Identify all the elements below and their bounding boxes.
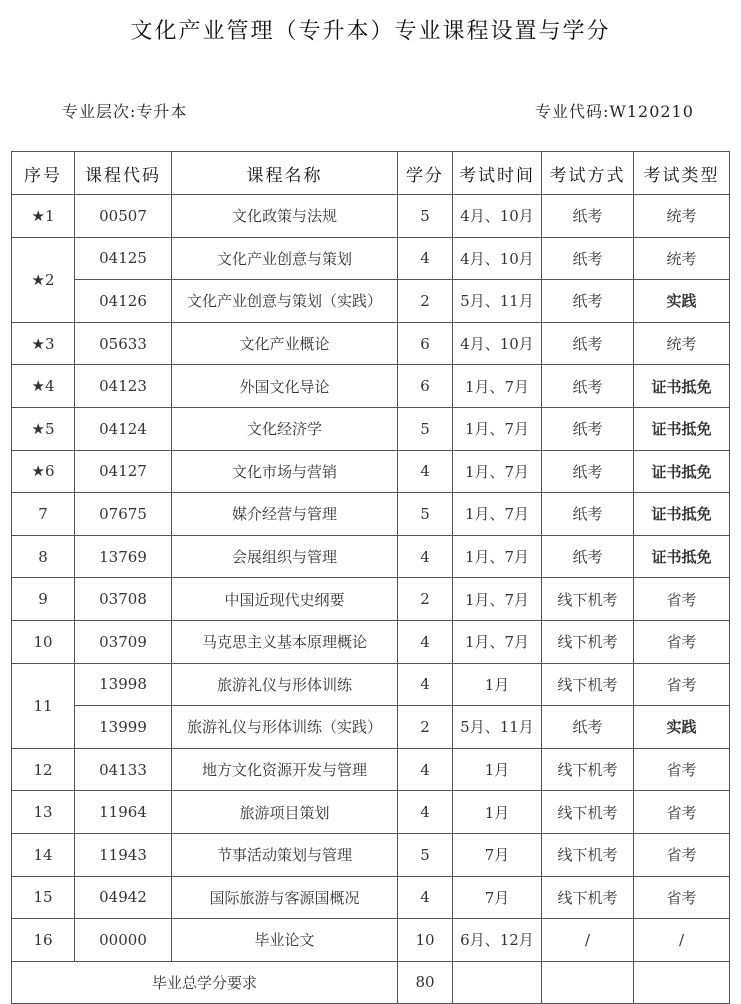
total-empty-cell [542,961,634,1004]
table-row [12,748,730,791]
credit-cell: 4 [398,620,453,663]
col-header-credit: 学分 [398,152,453,195]
credit-cell: 5 [398,493,453,536]
exam-time-cell: 4月、10月 [453,195,542,238]
course-code-cell: 04127 [75,450,172,493]
exam-method-cell: 纸考 [542,493,634,536]
row-number: ★2 [12,237,75,322]
course-code-cell: 05633 [75,322,172,365]
credit-cell: 4 [398,663,453,706]
credit-cell: 5 [398,195,453,238]
table-row [12,535,730,578]
exam-type-cell: 证书抵免 [634,493,730,536]
course-code-cell: 07675 [75,493,172,536]
table-row [12,706,730,749]
course-code-cell: 04123 [75,365,172,408]
course-code-cell: 03709 [75,620,172,663]
credit-cell: 4 [398,791,453,834]
table-header-row [12,152,730,195]
table-row [12,663,730,706]
col-header-no: 序号 [12,152,75,195]
row-number: ★5 [12,407,75,450]
course-code-cell: 04124 [75,407,172,450]
course-code-cell: 11964 [75,791,172,834]
table-row [12,493,730,536]
credit-cell: 4 [398,450,453,493]
credit-cell: 4 [398,748,453,791]
credit-cell: 10 [398,919,453,962]
exam-time-cell: 1月、7月 [453,535,542,578]
exam-method-cell: 纸考 [542,195,634,238]
course-name-cell: 文化产业创意与策划（实践） [172,280,398,323]
table-row [12,407,730,450]
exam-time-cell: 5月、11月 [453,280,542,323]
exam-time-cell: 1月、7月 [453,407,542,450]
exam-time-cell: 1月、7月 [453,450,542,493]
exam-method-cell: 线下机考 [542,876,634,919]
exam-method-cell: 线下机考 [542,620,634,663]
row-number: 12 [12,748,75,791]
credit-cell: 4 [398,237,453,280]
credit-cell: 2 [398,578,453,621]
table-row [12,833,730,876]
exam-time-cell: 4月、10月 [453,322,542,365]
table-row [12,365,730,408]
table-row [12,620,730,663]
credit-cell: 2 [398,706,453,749]
course-code-cell: 04126 [75,280,172,323]
course-code-cell: 13769 [75,535,172,578]
course-name-cell: 旅游礼仪与形体训练（实践） [172,706,398,749]
col-header-name: 课程名称 [172,152,398,195]
course-name-cell: 文化产业创意与策划 [172,237,398,280]
row-number: 9 [12,578,75,621]
exam-time-cell: 7月 [453,833,542,876]
exam-type-cell: 证书抵免 [634,407,730,450]
exam-type-cell: 省考 [634,876,730,919]
row-number: ★4 [12,365,75,408]
exam-time-cell: 1月、7月 [453,365,542,408]
program-code: 专业代码:W120210 [535,102,694,121]
table-row [12,791,730,834]
exam-method-cell: 纸考 [542,322,634,365]
exam-type-cell: 统考 [634,195,730,238]
exam-time-cell: 1月 [453,748,542,791]
exam-type-cell: 省考 [634,833,730,876]
course-code-cell: 13999 [75,706,172,749]
row-number: 7 [12,493,75,536]
row-number: 11 [12,663,75,748]
row-number: 15 [12,876,75,919]
exam-time-cell: 7月 [453,876,542,919]
credit-cell: 6 [398,365,453,408]
row-number: 14 [12,833,75,876]
exam-time-cell: 1月、7月 [453,493,542,536]
table-row [12,280,730,323]
row-number: 8 [12,535,75,578]
course-code-cell: 04942 [75,876,172,919]
exam-method-cell: 纸考 [542,450,634,493]
course-code-cell: 04125 [75,237,172,280]
total-credits: 80 [398,961,453,1004]
col-header-method: 考试方式 [542,152,634,195]
exam-method-cell: 纸考 [542,706,634,749]
exam-type-cell: 省考 [634,748,730,791]
exam-type-cell: 统考 [634,237,730,280]
total-empty-cell [634,961,730,1004]
exam-type-cell: 证书抵免 [634,450,730,493]
table-row [12,876,730,919]
exam-time-cell: 5月、11月 [453,706,542,749]
exam-time-cell: 4月、10月 [453,237,542,280]
exam-type-cell: 证书抵免 [634,365,730,408]
course-name-cell: 节事活动策划与管理 [172,833,398,876]
course-name-cell: 毕业论文 [172,919,398,962]
exam-method-cell: / [542,919,634,962]
exam-method-cell: 线下机考 [542,833,634,876]
course-code-cell: 11943 [75,833,172,876]
col-header-code: 课程代码 [75,152,172,195]
table-row [12,322,730,365]
credit-cell: 4 [398,876,453,919]
credit-cell: 4 [398,535,453,578]
exam-method-cell: 线下机考 [542,663,634,706]
course-code-cell: 00507 [75,195,172,238]
course-name-cell: 旅游项目策划 [172,791,398,834]
table-row [12,195,730,238]
row-number: ★1 [12,195,75,238]
exam-time-cell: 1月 [453,791,542,834]
exam-type-cell: 省考 [634,791,730,834]
course-name-cell: 国际旅游与客源国概况 [172,876,398,919]
exam-type-cell: 统考 [634,322,730,365]
total-empty-cell [453,961,542,1004]
course-name-cell: 中国近现代史纲要 [172,578,398,621]
total-label: 毕业总学分要求 [12,961,398,1004]
exam-method-cell: 纸考 [542,407,634,450]
course-table [11,151,730,1004]
exam-time-cell: 6月、12月 [453,919,542,962]
table-row [12,450,730,493]
course-code-cell: 13998 [75,663,172,706]
exam-method-cell: 纸考 [542,365,634,408]
row-number: 13 [12,791,75,834]
course-name-cell: 文化经济学 [172,407,398,450]
exam-type-cell: 省考 [634,620,730,663]
exam-type-cell: 实践 [634,280,730,323]
exam-method-cell: 线下机考 [542,748,634,791]
exam-type-cell: 实践 [634,706,730,749]
row-number: 10 [12,620,75,663]
exam-method-cell: 纸考 [542,280,634,323]
course-name-cell: 媒介经营与管理 [172,493,398,536]
program-level: 专业层次:专升本 [62,102,188,121]
course-name-cell: 文化市场与营销 [172,450,398,493]
table-row [12,578,730,621]
row-number: 16 [12,919,75,962]
exam-method-cell: 线下机考 [542,791,634,834]
course-name-cell: 文化政策与法规 [172,195,398,238]
course-name-cell: 外国文化导论 [172,365,398,408]
exam-time-cell: 1月、7月 [453,620,542,663]
exam-type-cell: 证书抵免 [634,535,730,578]
table-body [12,195,730,962]
exam-time-cell: 1月、7月 [453,578,542,621]
row-number: ★6 [12,450,75,493]
credit-cell: 5 [398,833,453,876]
col-header-type: 考试类型 [634,152,730,195]
course-name-cell: 地方文化资源开发与管理 [172,748,398,791]
course-code-cell: 04133 [75,748,172,791]
exam-type-cell: / [634,919,730,962]
course-code-cell: 03708 [75,578,172,621]
page-title: 文化产业管理（专升本）专业课程设置与学分 [130,19,611,44]
course-name-cell: 会展组织与管理 [172,535,398,578]
course-name-cell: 文化产业概论 [172,322,398,365]
total-row [12,961,730,1004]
exam-time-cell: 1月 [453,663,542,706]
exam-method-cell: 纸考 [542,237,634,280]
table-row [12,919,730,962]
course-code-cell: 00000 [75,919,172,962]
exam-method-cell: 纸考 [542,535,634,578]
credit-cell: 5 [398,407,453,450]
credit-cell: 2 [398,280,453,323]
course-name-cell: 马克思主义基本原理概论 [172,620,398,663]
course-name-cell: 旅游礼仪与形体训练 [172,663,398,706]
row-number: ★3 [12,322,75,365]
table-row [12,237,730,280]
exam-method-cell: 线下机考 [542,578,634,621]
exam-type-cell: 省考 [634,578,730,621]
credit-cell: 6 [398,322,453,365]
exam-type-cell: 省考 [634,663,730,706]
col-header-time: 考试时间 [453,152,542,195]
